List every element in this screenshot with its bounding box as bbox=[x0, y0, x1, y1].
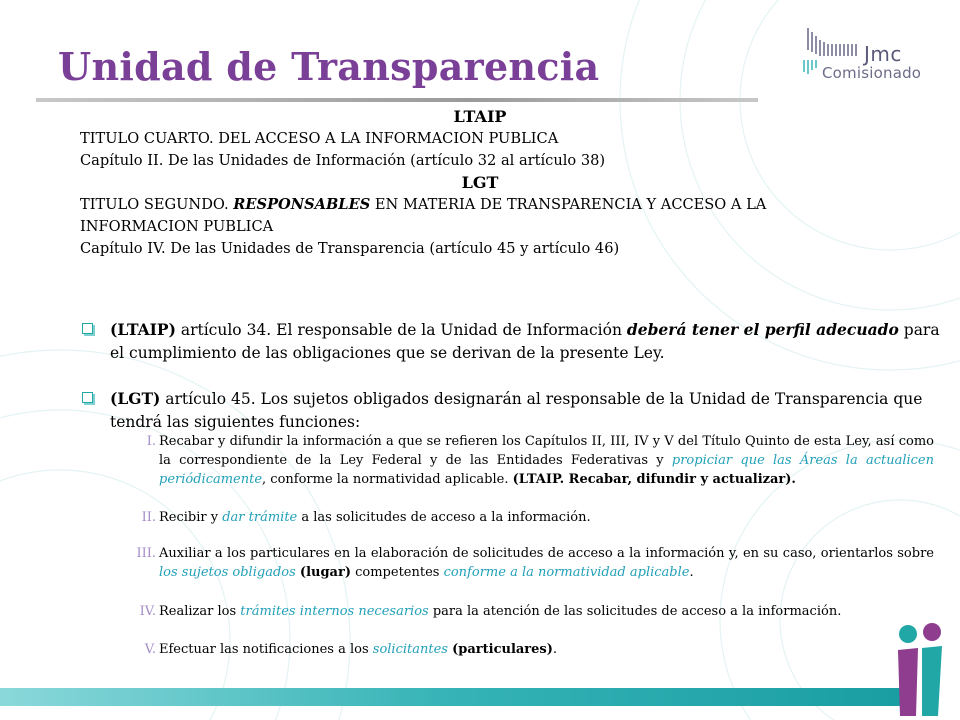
bullet-lgt-lead: (LGT) bbox=[110, 389, 161, 408]
function-text bbox=[159, 640, 934, 659]
function-item bbox=[120, 602, 934, 621]
logo-brand-text: Jmc bbox=[864, 42, 902, 66]
function-text-part: Auxiliar a los particulares en la elaboración de solicitudes de acceso a la información y, en su caso, orientarlos sobre bbox=[159, 546, 934, 561]
function-text-part: a las solicitudes de acceso a la información. bbox=[297, 510, 591, 525]
bullet-ltaip-text bbox=[110, 318, 942, 365]
page-title: Unidad de Transparencia bbox=[58, 44, 600, 89]
lgt-chapter-line: Capítulo IV. De las Unidades de Transparencia (artículo 45 y artículo 46) bbox=[80, 240, 620, 257]
logo bbox=[800, 26, 940, 86]
ltaip-heading: LTAIP bbox=[453, 107, 507, 126]
function-numeral: IV. bbox=[139, 604, 156, 619]
function-text bbox=[159, 602, 934, 621]
function-emphasis: propiciar que las Áreas la actualicen periódicamente bbox=[159, 453, 934, 487]
lgt-title-line bbox=[80, 194, 880, 238]
function-text-part: . bbox=[689, 565, 694, 580]
checkbox-square-icon bbox=[82, 323, 93, 334]
legal-references bbox=[80, 106, 880, 260]
lgt-heading: LGT bbox=[461, 173, 499, 192]
function-text bbox=[159, 432, 934, 489]
function-numeral: I. bbox=[146, 434, 156, 449]
bullet-lgt-text bbox=[110, 387, 942, 434]
function-text-part: Realizar los bbox=[159, 604, 241, 619]
function-text-part: , conforme la normatividad aplicable. bbox=[262, 472, 513, 487]
function-item bbox=[120, 544, 934, 582]
function-text-part: para la atención de las solicitudes de acceso a la información. bbox=[428, 604, 842, 619]
checkbox-square-icon bbox=[82, 392, 93, 403]
function-text-part: Recabar y difundir la información a que se refieren los Capítulos II, III, IV y V del Título Quinto de esta Ley, así como la correspondiente de la Ley Federal y de las Entidades Federativas y bbox=[159, 434, 934, 468]
lgt-title-pre: TITULO SEGUNDO. bbox=[80, 196, 234, 213]
function-numeral: III. bbox=[136, 546, 156, 561]
bullet-ltaip-post: para el cumplimiento de las obligaciones que se derivan de la presente Ley. bbox=[110, 321, 940, 362]
bullet-ltaip-lead: (LTAIP) bbox=[110, 320, 176, 339]
bullet-lgt-pre: artículo 45. Los sujetos obligados designarán al responsable de la Unidad de Transparencia que tendrá las siguientes funciones: bbox=[110, 390, 923, 431]
function-numeral: V. bbox=[144, 642, 156, 657]
function-emphasis: los sujetos obligados bbox=[159, 565, 296, 580]
logo-subtitle-text: Comisionado bbox=[822, 64, 922, 82]
function-note: (particulares) bbox=[452, 642, 553, 657]
function-emphasis: dar trámite bbox=[222, 510, 298, 525]
function-text-part: Efectuar las notificaciones a los bbox=[159, 642, 373, 657]
function-text-part: Recibir y bbox=[159, 510, 223, 525]
lgt-title-post: EN MATERIA DE TRANSPARENCIA Y ACCESO A LA INFORMACION PUBLICA bbox=[80, 196, 767, 235]
function-text bbox=[159, 544, 934, 582]
function-note: (lugar) bbox=[299, 565, 351, 580]
function-emphasis: solicitantes bbox=[372, 642, 448, 657]
function-text bbox=[159, 508, 934, 527]
bullet-ltaip bbox=[82, 318, 942, 365]
lgt-title-emphasis: RESPONSABLES bbox=[233, 196, 371, 213]
title-divider bbox=[36, 98, 758, 102]
i-figure-mark-icon bbox=[890, 622, 950, 716]
function-emphasis: conforme a la normatividad aplicable bbox=[443, 565, 690, 580]
function-note: (LTAIP. Recabar, difundir y actualizar). bbox=[512, 472, 796, 487]
ltaip-chapter-line: Capítulo II. De las Unidades de Información (artículo 32 al artículo 38) bbox=[80, 152, 606, 169]
bullet-ltaip-emphasis: deberá tener el perfil adecuado bbox=[626, 320, 899, 339]
function-item bbox=[120, 432, 934, 489]
footer-band bbox=[0, 688, 900, 706]
function-emphasis: trámites internos necesarios bbox=[240, 604, 429, 619]
function-item bbox=[120, 508, 934, 527]
function-text-part: . bbox=[552, 642, 558, 657]
function-item bbox=[120, 640, 934, 659]
bullet-ltaip-pre: artículo 34. El responsable de la Unidad de Información bbox=[175, 321, 627, 339]
bullet-lgt bbox=[82, 387, 942, 434]
function-text-part: competentes bbox=[350, 565, 444, 580]
function-numeral: II. bbox=[141, 510, 156, 525]
ltaip-title-line: TITULO CUARTO. DEL ACCESO A LA INFORMACION PUBLICA bbox=[80, 130, 559, 147]
